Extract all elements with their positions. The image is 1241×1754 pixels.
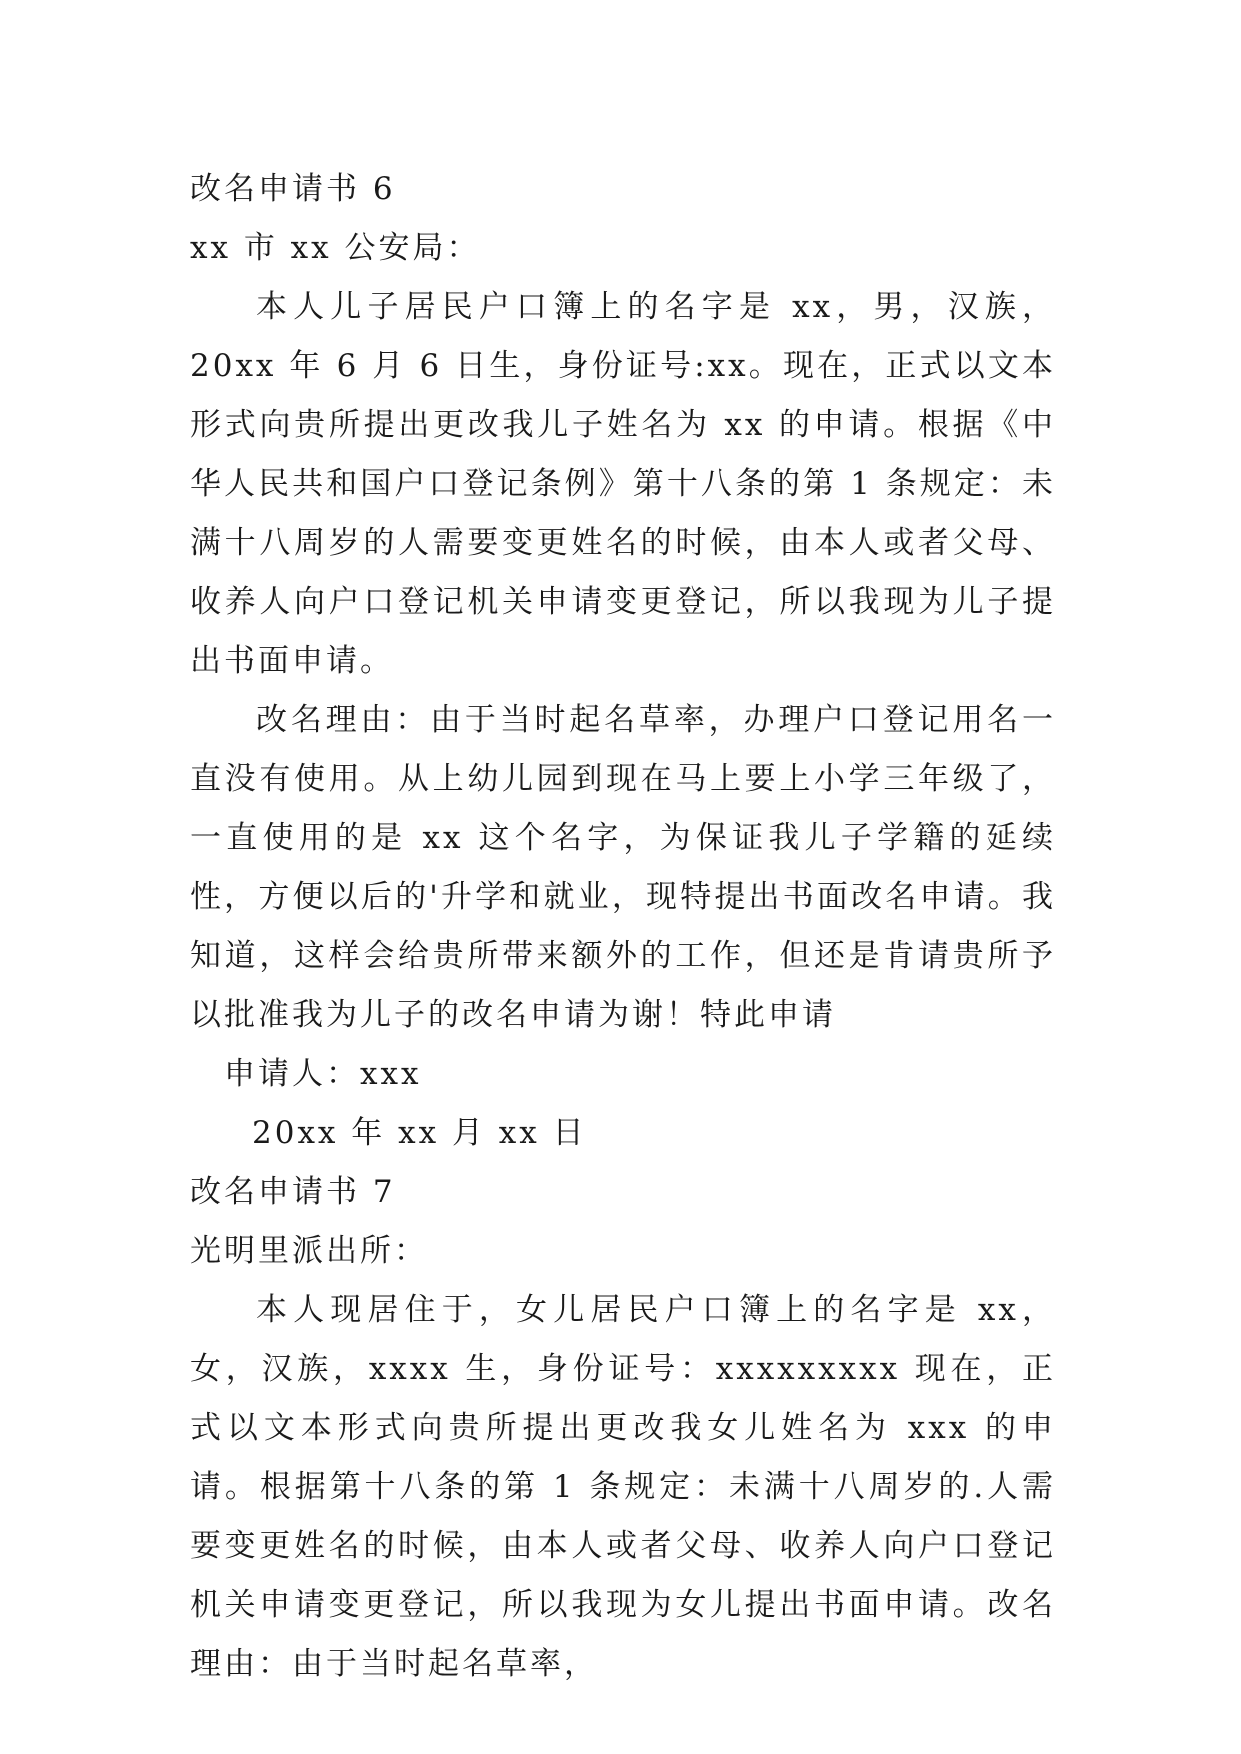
doc7-title: 改名申请书 7 bbox=[190, 1174, 396, 1210]
doc7-paragraph-1: 本人现居住于，女儿居民户口簿上的名字是 xx，女，汉族，xxxx 生，身份证号：xxxxxxxxx 现在，正式以文本形式向贵所提出更改我女儿姓名为 xxx 的申请。根据第十八条的第 1 条规定：未满十八周岁的.人需要变更姓名的时候，由本人或者父母、收养人向户口登记机关申请变更登记，所以我现为女儿提出书面申请。改名理由：由于当时起名草率， bbox=[190, 1292, 1056, 1682]
doc6-title: 改名申请书 6 bbox=[190, 171, 396, 207]
document-body bbox=[190, 160, 1056, 1694]
doc6-paragraph-2: 改名理由：由于当时起名草率，办理户口登记用名一直没有使用。从上幼儿园到现在马上要上小学三年级了，一直使用的是 xx 这个名字，为保证我儿子学籍的延续性，方便以后的'升学和就业，现特提出书面改名申请。我知道，这样会给贵所带来额外的工作，但还是肯请贵所予以批准我为儿子的改名申请为谢！特此申请 bbox=[190, 702, 1056, 1033]
doc6-date: 20xx 年 xx 月 xx 日 bbox=[252, 1115, 587, 1151]
doc7-addressee: 光明里派出所： bbox=[190, 1233, 428, 1269]
doc6-addressee: xx 市 xx 公安局： bbox=[190, 230, 481, 266]
doc6-paragraph-1: 本人儿子居民户口簿上的名字是 xx，男，汉族，20xx 年 6 月 6 日生，身份证号:xx。现在，正式以文本形式向贵所提出更改我儿子姓名为 xx 的申请。根据《中华人民共和国户口登记条例》第十八条的第 1 条规定：未满十八周岁的人需要变更姓名的时候，由本人或者父母、收养人向户口登记机关申请变更登记，所以我现为儿子提出书面申请。 bbox=[190, 289, 1056, 679]
doc6-applicant: 申请人：xxx bbox=[224, 1056, 422, 1092]
